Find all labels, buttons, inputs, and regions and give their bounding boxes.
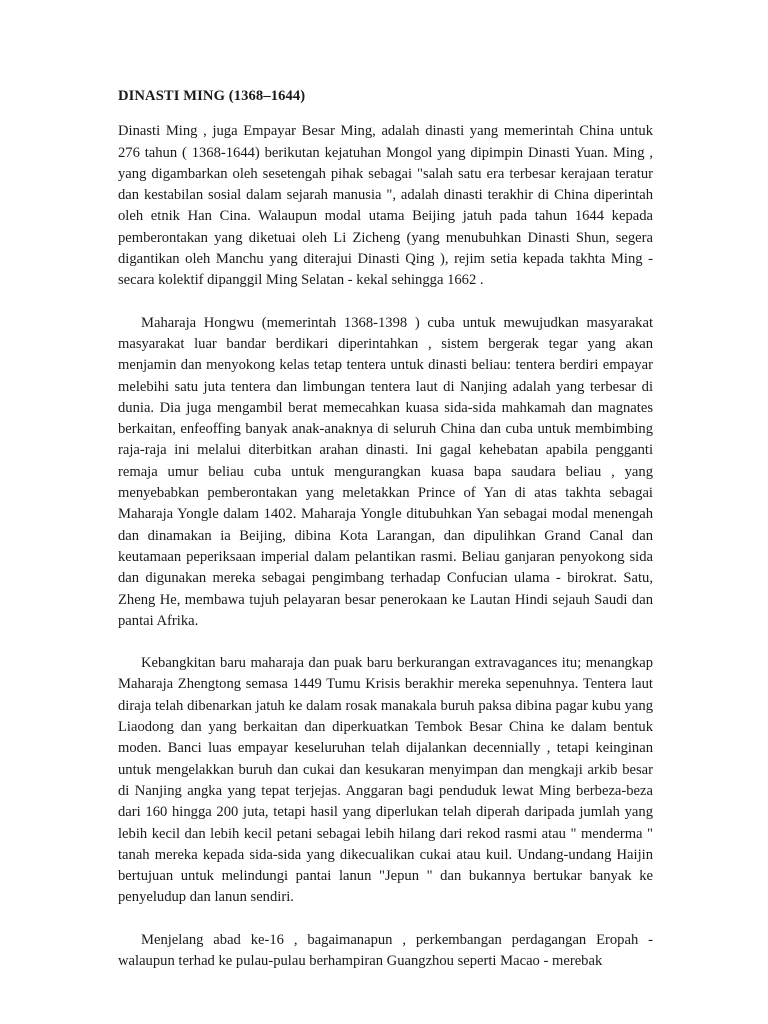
paragraph-trade: Menjelang abad ke-16 , bagaimanapun , perkembangan perdagangan Eropah - walaupun terhad ke pulau-pulau berhampiran Guangzhou seperti Macao - merebak bbox=[118, 931, 653, 969]
paragraph-intro: Dinasti Ming , juga Empayar Besar Ming, adalah dinasti yang memerintah China untuk 276 tahun ( 1368-1644) berikutan kejatuhan Mongol yang dipimpin Dinasti Yuan. Ming , yang digambarkan oleh sesetengah pihak sebagai "salah satu era terbesar kerajaan teratur dan kestabilan sosial dalam sejarah manusia ", adalah dinasti terakhir di China diperintah oleh etnik Han Cina. Walaupun modal utama Beijing jatuh pada tahun 1644 kepada pemberontakan yang diketuai oleh Li Zicheng (yang menubuhkan Dinasti Shun, segera digantikan oleh Manchu yang diterajui Dinasti Qing ), rejim setia kepada takhta Ming - secara kolektif dipanggil Ming Selatan - kekal sehingga 1662 . bbox=[118, 123, 653, 289]
document-title: DINASTI MING (1368–1644) bbox=[118, 88, 306, 104]
document-page bbox=[118, 86, 653, 993]
paragraph-hongwu: Maharaja Hongwu (memerintah 1368-1398 ) cuba untuk mewujudkan masyarakat masyarakat luar bandar berdikari diperintahkan , sistem bergerak tegar yang akan menjamin dan menyokong kelas tetap tentera untuk dinasti beliau: tentera berdiri empayar melebihi satu juta tentera dan limbungan tentera laut di Nanjing adalah yang terbesar di dunia. Dia juga mengambil berat memecahkan kuasa sida-sida mahkamah dan magnates berkaitan, enfeoffing banyak anak-anaknya di seluruh China dan cuba untuk membimbing raja-raja ini melalui diterbitkan arahan dinasti. Ini gagal kehebatan apabila pengganti remaja umur beliau cuba untuk mengurangkan kuasa bapa saudara beliau , yang menyebabkan pemberontakan yang meletakkan Prince of Yan di atas takhta sebagai Maharaja Yongle dalam 1402. Maharaja Yongle ditubuhkan Yan sebagai modal menengah dan dinamakan ia Beijing, dibina Kota Larangan, dan dipulihkan Grand Canal dan keutamaan peperiksaan imperial dalam pelantikan rasmi. Beliau ganjaran penyokong sida dan digunakan mereka sebagai pengimbang terhadap Confucian ulama - birokrat. Satu, Zheng He, membawa tujuh pelayaran besar penerokaan ke Lautan Hindi sejauh Saudi dan pantai Afrika. bbox=[118, 314, 653, 629]
paragraph-decline: Kebangkitan baru maharaja dan puak baru berkurangan extravagances itu; menangkap Maharaja Zhengtong semasa 1449 Tumu Krisis berakhir mereka sepenuhnya. Tentera laut diraja telah dibenarkan jatuh ke dalam rosak manakala buruh paksa dibina pagar kubu yang Liaodong dan yang berkaitan dan diperkuatkan Tembok Besar China ke dalam bentuk moden. Banci luas empayar keseluruhan telah dijalankan decennially , tetapi keinginan untuk mengelakkan buruh dan cukai dan kesukaran menyimpan dan mengkaji arkib besar di Nanjing angka yang tepat terjejas. Anggaran bagi penduduk lewat Ming berbeza-beza dari 160 hingga 200 juta, tetapi hasil yang diperlukan telah diperah daripada jumlah yang lebih kecil dan lebih kecil petani sebagai lebih hilang dari rekod rasmi atau " menderma " tanah mereka kepada sida-sida yang dikecualikan cukai atau kuil. Undang-undang Haijin bertujuan untuk melindungi pantai lanun "Jepun " dan bukannya bertukar banyak ke penyeludup dan lanun sendiri. bbox=[118, 655, 653, 906]
